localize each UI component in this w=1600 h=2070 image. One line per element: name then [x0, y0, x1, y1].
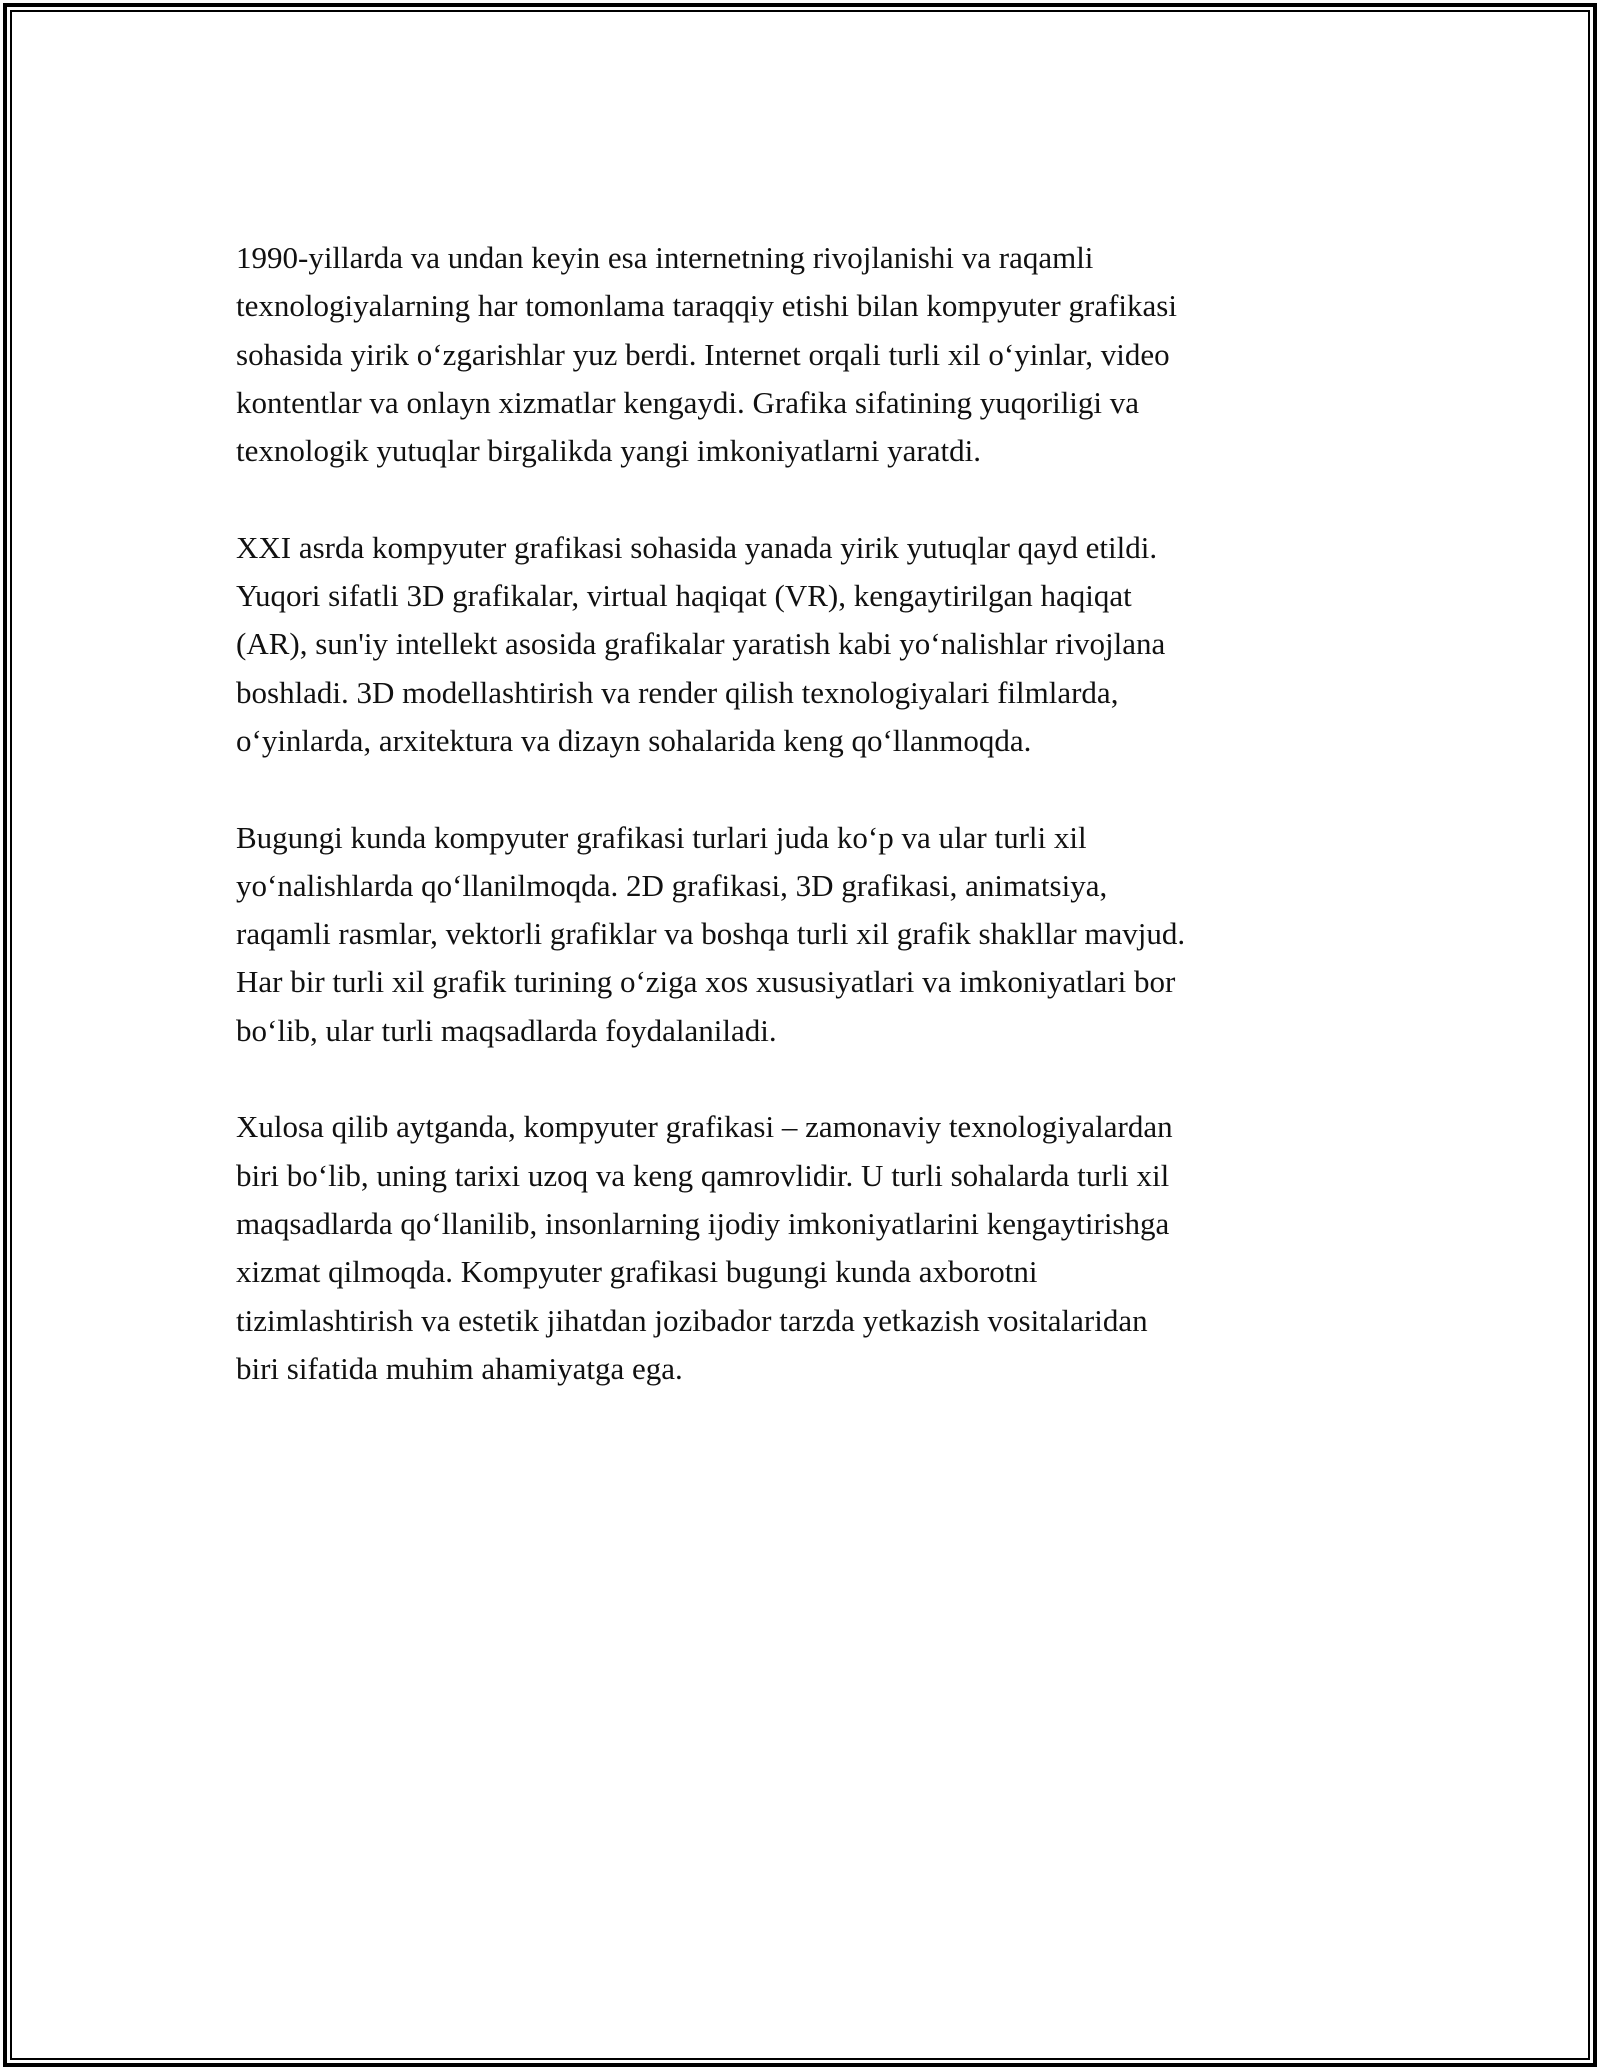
text-line: Har bir turli xil grafik turining o‘ziga xos xususiyatlari va imkoniyatlari bor — [236, 964, 1176, 1000]
text-line: kontentlar va onlayn xizmatlar kengaydi. Grafika sifatining yuqoriligi va — [236, 384, 1140, 420]
paragraph-1 — [236, 234, 1386, 475]
text-line: biri bo‘lib, uning tarixi uzoq va keng qamrovlidir. U turli sohalarda turli xil — [236, 1157, 1170, 1193]
paragraph-4 — [236, 1103, 1386, 1393]
text-line: Yuqori sifatli 3D grafikalar, virtual haqiqat (VR), kengaytirilgan haqiqat — [236, 578, 1132, 614]
text-line: texnologiyalarning har tomonlama taraqqiy etishi bilan kompyuter grafikasi — [236, 288, 1177, 324]
text-line: tizimlashtirish va estetik jihatdan jozibador tarzda yetkazish vositalaridan — [236, 1302, 1148, 1338]
text-line: texnologik yutuqlar birgalikda yangi imkoniyatlarni yaratdi. — [236, 433, 981, 469]
text-line: Xulosa qilib aytganda, kompyuter grafikasi – zamonaviy texnologiyalardan — [236, 1109, 1173, 1145]
text-line: 1990-yillarda va undan keyin esa internetning rivojlanishi va raqamli — [236, 240, 1094, 275]
document-body — [236, 234, 1386, 1441]
text-line: xizmat qilmoqda. Kompyuter grafikasi bugungi kunda axborotni — [236, 1254, 1038, 1290]
text-line: (AR), sun'iy intellekt asosida grafikalar yaratish kabi yo‘nalishlar rivojlana — [236, 626, 1166, 662]
paragraph-2 — [236, 524, 1386, 765]
text-line: biri sifatida muhim ahamiyatga ega. — [236, 1350, 683, 1386]
text-line: bo‘lib, ular turli maqsadlarda foydalaniladi. — [236, 1012, 777, 1048]
text-line: yo‘nalishlarda qo‘llanilmoqda. 2D grafikasi, 3D grafikasi, animatsiya, — [236, 867, 1108, 903]
text-line: boshladi. 3D modellashtirish va render qilish texnologiyalari filmlarda, — [236, 674, 1119, 710]
text-line: XXI asrda kompyuter grafikasi sohasida yanada yirik yutuqlar qayd etildi. — [236, 529, 1158, 565]
text-line: sohasida yirik o‘zgarishlar yuz berdi. Internet orqali turli xil o‘yinlar, video — [236, 336, 1170, 372]
text-line: o‘yinlarda, arxitektura va dizayn sohalarida keng qo‘llanmoqda. — [236, 722, 1032, 758]
text-line: Bugungi kunda kompyuter grafikasi turlari juda ko‘p va ular turli xil — [236, 819, 1087, 855]
text-line: maqsadlarda qo‘llanilib, insonlarning ijodiy imkoniyatlarini kengaytirishga — [236, 1205, 1170, 1241]
paragraph-3 — [236, 814, 1386, 1055]
text-line: raqamli rasmlar, vektorli grafiklar va boshqa turli xil grafik shakllar mavjud. — [236, 916, 1186, 952]
